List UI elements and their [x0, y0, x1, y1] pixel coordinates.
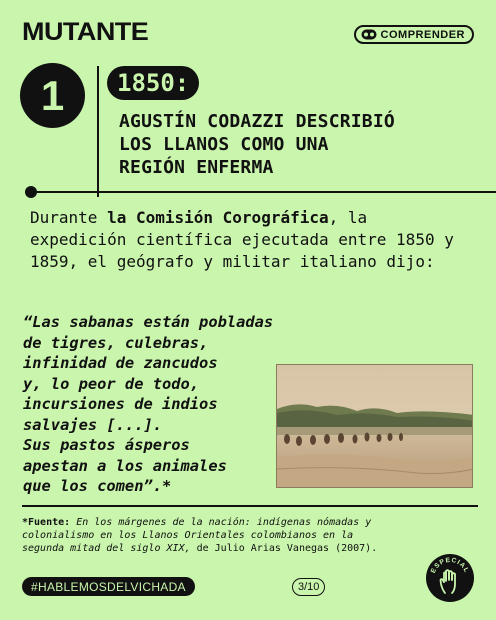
- vertical-divider: [97, 66, 99, 197]
- quote-line: “Las sabanas están pobladas: [23, 313, 274, 331]
- year-badge: 1850:: [107, 66, 199, 100]
- quote-line: que los comen”.*: [23, 477, 172, 495]
- brand-logo: MUTANTE: [22, 18, 149, 46]
- badge-label: ESPECIAL: [429, 556, 471, 575]
- category-tag: [354, 25, 474, 44]
- source-label: *Fuente:: [22, 517, 71, 528]
- headline-line: AGUSTÍN CODAZZI DESCRIBIÓ: [119, 111, 395, 132]
- source-title: En los márgenes de la nación: indígenas nómadas y colonialismo en los Llanos Orientales colombianos en la segunda mitad del siglo XIX,: [22, 517, 372, 554]
- page-indicator: 3/10: [292, 578, 325, 596]
- source-divider: [22, 505, 478, 507]
- headline-line: REGIÓN ENFERMA: [119, 157, 274, 178]
- headline-line: LOS LLANOS COMO UNA: [119, 134, 329, 155]
- item-number: 1: [20, 63, 85, 128]
- source-citation: *Fuente: En los márgenes de la nación: indígenas nómadas y colonialismo en los Llanos Orientales colombianos en la segunda mitad del siglo XIX, de Julio Arias Vanegas (2007).: [22, 517, 378, 554]
- quote-line: de tigres, culebras,: [23, 333, 209, 352]
- horizontal-divider: [30, 191, 496, 193]
- intro-paragraph: Durante la Comisión Corográfica, la expedición científica ejecutada entre 1850 y 1859, el geógrafo y militar italiano dijo:: [30, 208, 454, 271]
- especial-badge: [425, 553, 475, 603]
- landscape-illustration: [277, 365, 473, 488]
- hashtag-badge: #HABLEMOSDELVICHADA: [22, 577, 195, 596]
- quote-line: apestan a los animales: [23, 456, 227, 475]
- quote-line: y, lo peor de todo,: [23, 374, 200, 393]
- link-icon: [361, 29, 377, 40]
- divider-dot: [25, 186, 37, 198]
- quote-line: infinidad de zancudos: [23, 354, 218, 372]
- historical-painting: [276, 364, 473, 488]
- quote-line: salvajes [...].: [23, 415, 162, 434]
- quote-line: Sus pastos ásperos: [23, 436, 190, 454]
- category-label: COMPRENDER: [380, 28, 465, 41]
- quote-line: incursiones de indios: [23, 395, 218, 413]
- intro-emphasis: la Comisión Corográfica: [107, 208, 329, 227]
- headline: [119, 110, 395, 179]
